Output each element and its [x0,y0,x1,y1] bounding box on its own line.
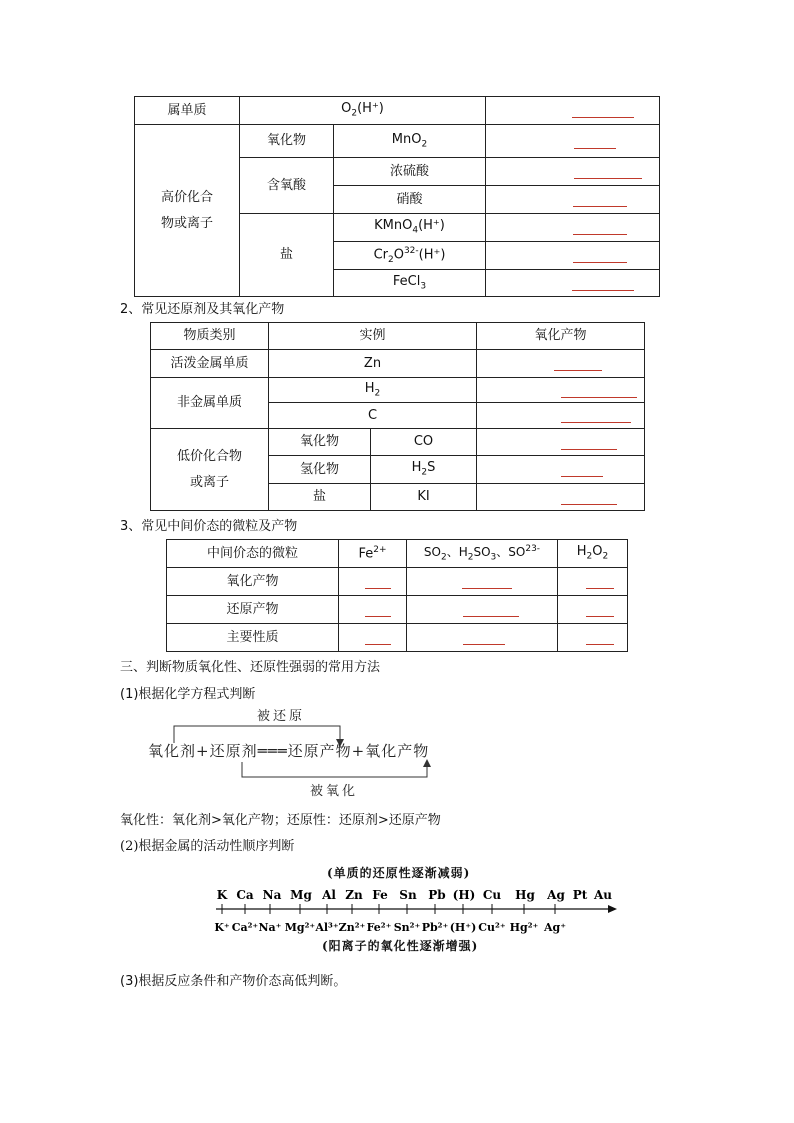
header-particle: 中间价态的微粒 [167,540,339,568]
cell-salt: 盐 [269,484,371,511]
answer-blank[interactable] [486,97,660,125]
ion-label: Al³⁺ [315,921,339,934]
ion-label: Ca²⁺ [231,921,259,934]
cell-c: C [269,403,477,429]
metal-label: Ca [236,888,254,902]
answer-blank[interactable] [558,624,628,652]
cell-oxyacid-label: 含氧酸 [240,158,334,214]
ion-label: Sn²⁺ [393,921,421,934]
ion-label: Zn²⁺ [338,921,366,934]
ion-label: Pb²⁺ [421,921,449,934]
ion-label: Ag⁺ [543,921,567,934]
header-fe2: $Fe^{2+}$ [339,540,407,568]
ion-label: Mg²⁺ [284,921,316,934]
reduced-label: 被还原 [257,709,306,724]
heading-reductants: 2、常见还原剂及其氧化产物 [120,302,285,317]
ion-label: Cu²⁺ [478,921,506,934]
cell-co: CO [371,429,477,456]
answer-blank[interactable] [477,403,645,429]
metal-label: Zn [345,888,363,902]
cell-oxide: 氧化物 [269,429,371,456]
cell-dichromate: $Cr_2O^{32-}(H^+)$ [334,242,486,270]
answer-blank[interactable] [477,429,645,456]
ion-label: Fe²⁺ [366,921,392,934]
reducibility-caption: (单质的还原性逐渐减弱) [327,866,471,880]
answer-blank[interactable] [339,624,407,652]
answer-blank[interactable] [407,568,558,596]
answer-blank[interactable] [486,214,660,242]
heading-intermediate: 3、常见中间价态的微粒及产物 [120,519,298,534]
header-example: 实例 [269,323,477,350]
row-oxidation-product: 氧化产物 [167,568,339,596]
cell-hydride: 氢化物 [269,456,371,484]
metal-label: Mg [290,888,312,902]
answer-blank[interactable] [477,456,645,484]
metal-label: Fe [372,888,388,902]
oxidant-table [134,96,660,297]
metal-label: Cu [482,888,502,902]
oxidized-arrowhead [423,759,431,767]
ion-label: K⁺ [214,921,230,934]
cell-o2-example: $O_2(H^+)$ [240,97,486,125]
metal-label: Au [593,888,613,902]
answer-blank[interactable] [477,350,645,378]
ion-labels [214,921,566,934]
cell-mno2: MnO$_2$ [334,125,486,158]
cell-low-valence-group: 低价化合物 或离子 [151,429,269,511]
ion-label: Hg²⁺ [509,921,539,934]
redox-equation-diagram [145,703,475,803]
answer-blank[interactable] [477,484,645,511]
row-reduction-product: 还原产物 [167,596,339,624]
cell-zn: Zn [269,350,477,378]
cell-nonmetal: 非金属单质 [151,378,269,429]
metal-label: Pt [572,888,588,902]
answer-blank[interactable] [486,242,660,270]
metal-label: Sn [399,888,417,902]
metal-label: K [216,888,228,902]
metal-label: Ag [547,888,565,902]
cell-salt-label: 盐 [240,214,334,297]
cell-nitric: 硝酸 [334,186,486,214]
metal-labels [217,888,613,902]
ion-label: Na⁺ [258,921,282,934]
redox-equation: 氧化剂+还原剂═══还原产物+氧化产物 [148,742,430,760]
subheading-activity-series: (2)根据金属的活动性顺序判断 [120,839,295,854]
row-main-property: 主要性质 [167,624,339,652]
header-sulfur-species: $SO_2$、$H_2SO_3$、$SO^{23-}$ [407,540,558,568]
ion-label: (H⁺) [449,921,477,934]
cell-active-metal: 活泼金属单质 [151,350,269,378]
header-category: 物质类别 [151,323,269,350]
metal-label: Al [322,888,336,902]
reductant-table [150,322,645,511]
answer-blank[interactable] [339,596,407,624]
cell-elemental-label: 属单质 [135,97,240,125]
cell-h2: $H_2$ [269,378,477,403]
answer-blank[interactable] [486,125,660,158]
answer-blank[interactable] [486,158,660,186]
header-h2o2: $H_2O_2$ [558,540,628,568]
oxidizability-caption: (阳离子的氧化性逐渐增强) [322,939,479,953]
oxidized-arrow [242,761,427,777]
activity-series-diagram [212,864,622,956]
cell-high-valence-group: 高价化合 物或离子 [135,125,240,297]
subheading-conditions: (3)根据反应条件和产物价态高低判断。 [120,974,347,989]
metal-label: Hg [515,888,535,902]
answer-blank[interactable] [486,186,660,214]
metal-label: Pb [428,888,446,902]
answer-blank[interactable] [486,270,660,297]
answer-blank[interactable] [558,568,628,596]
cell-conc-sulfuric: 浓硫酸 [334,158,486,186]
cell-h2s: $H_2S$ [371,456,477,484]
cell-fecl3: FeCl$_3$ [334,270,486,297]
answer-blank[interactable] [477,378,645,403]
answer-blank[interactable] [558,596,628,624]
metal-label: (H) [452,888,476,902]
axis-arrowhead [608,905,617,913]
answer-blank[interactable] [407,624,558,652]
cell-oxide-label: 氧化物 [240,125,334,158]
header-oxidation-product: 氧化产物 [477,323,645,350]
answer-blank[interactable] [339,568,407,596]
intermediate-table [166,539,628,652]
cell-kmno4: KMnO$_4$(H⁺) [334,214,486,242]
cell-ki: KI [371,484,477,511]
metal-label: Na [262,888,282,902]
subheading-equation: (1)根据化学方程式判断 [120,687,256,702]
conclusion-text: 氧化性：氧化剂>氧化产物；还原性：还原剂>还原产物 [120,813,441,828]
heading-methods: 三、判断物质氧化性、还原性强弱的常用方法 [120,660,381,675]
oxidized-label: 被氧化 [310,784,359,799]
answer-blank[interactable] [407,596,558,624]
